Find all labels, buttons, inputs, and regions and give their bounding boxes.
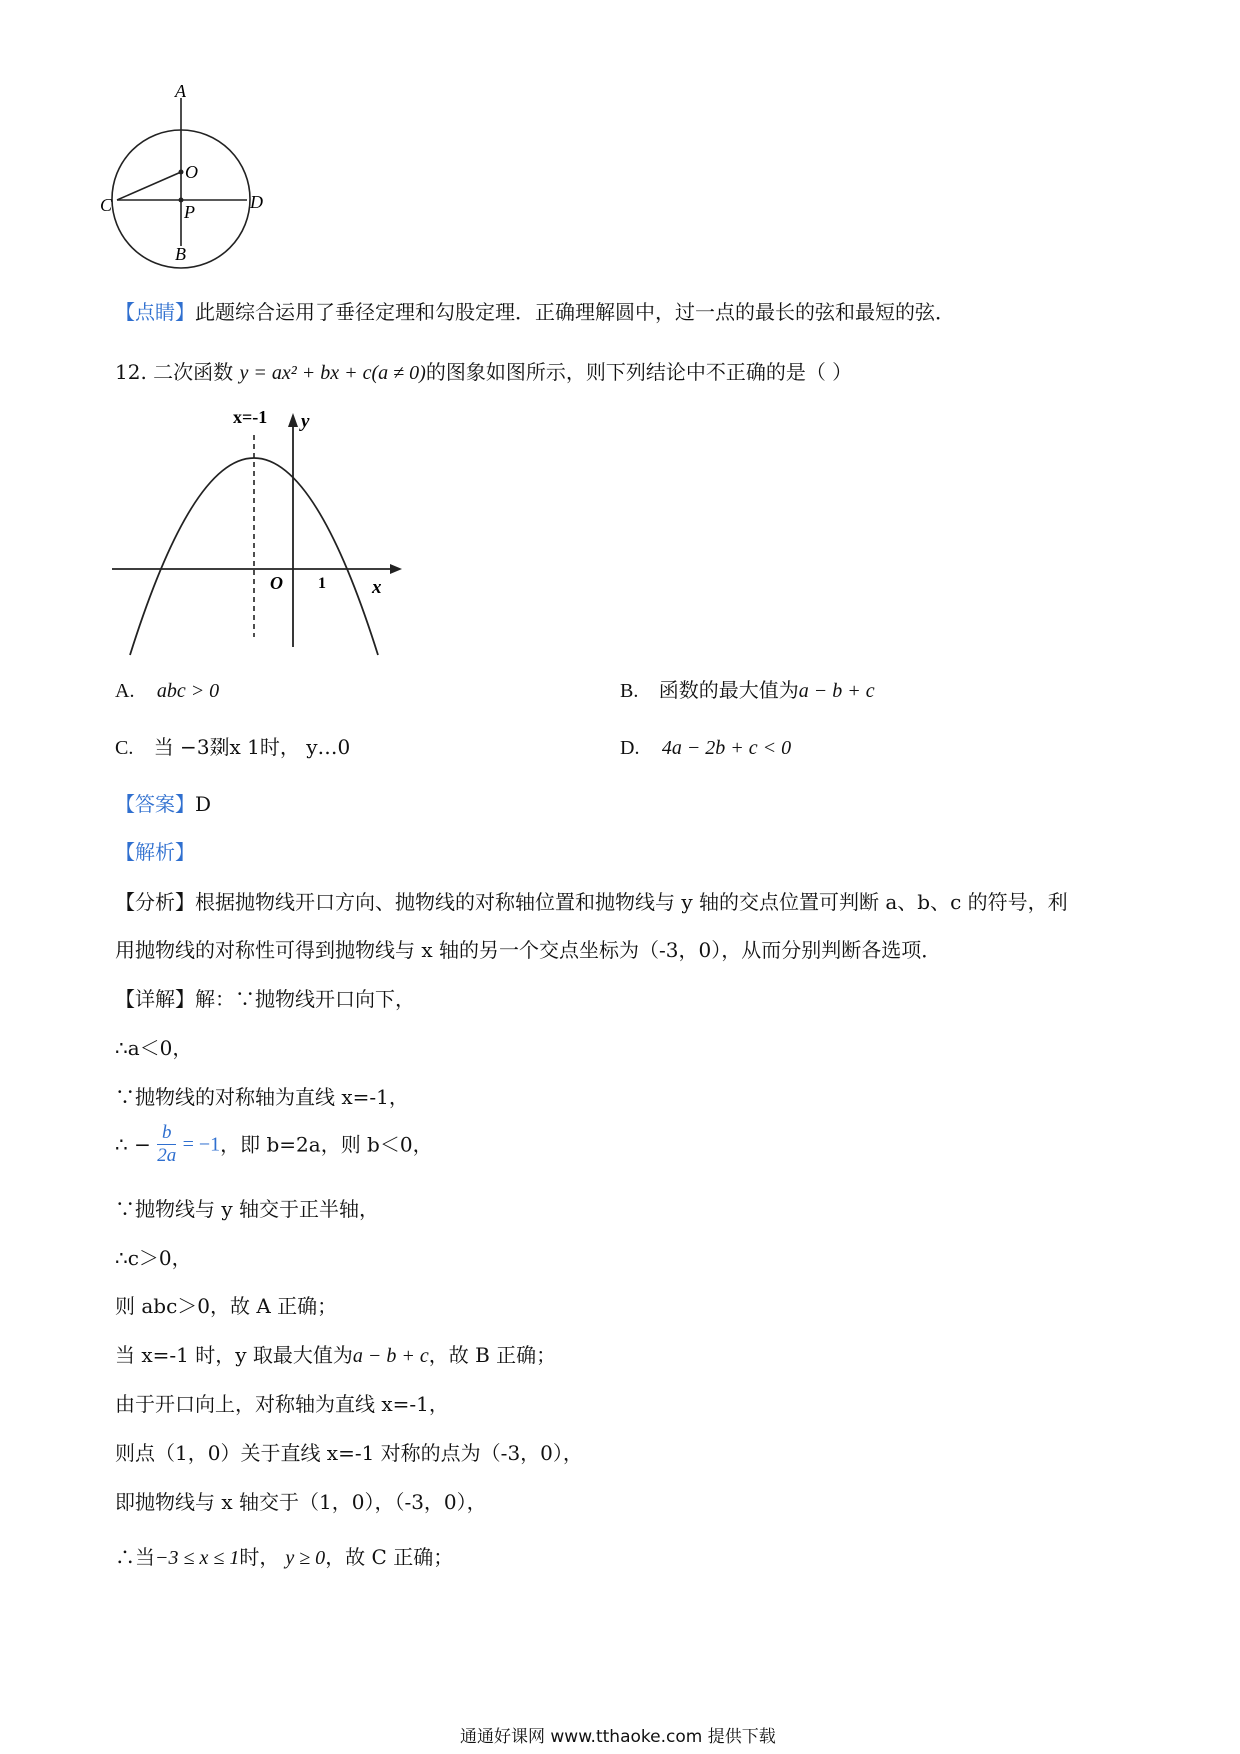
dianjing-line (115, 300, 955, 324)
label-b: B (175, 244, 186, 264)
question-prefix: 二次函数 (153, 360, 234, 384)
label-a: A (175, 81, 186, 101)
option-b-math: a − b + c (798, 680, 875, 702)
detail-line-9 (115, 1392, 449, 1416)
detail-text-3: ∵抛物线的对称轴为直线 x=-1， (115, 1085, 409, 1109)
fenxi-text-2: 用抛物线的对称性可得到抛物线与 x 轴的另一个交点坐标为（-3，0），从而分别判断各选项． (115, 938, 942, 962)
one-label: 1 (318, 575, 326, 592)
label-p: P (184, 202, 195, 222)
x-axis-arrow (390, 564, 402, 574)
detail-12-pre: ∴当 (115, 1545, 155, 1569)
question-number: 12. (115, 360, 147, 384)
detail-line-10 (115, 1441, 583, 1465)
option-d (620, 735, 791, 760)
fenxi-tag: 【分析】 (115, 890, 195, 914)
detail-text-9: 由于开口向上，对称轴为直线 x=-1， (115, 1392, 449, 1416)
detail-12-mid: 时， (239, 1545, 280, 1569)
fraction-b-over-2a (157, 1122, 176, 1167)
fenxi-line-1 (115, 890, 1068, 914)
option-b-prefix: 函数的最大值为 (658, 678, 799, 702)
detail-text-2: ∴a＜0， (115, 1036, 193, 1060)
option-a-text: abc > 0 (156, 680, 220, 702)
point-o-dot (179, 170, 184, 175)
detail-text-1: 解：∵抛物线开口向下， (195, 987, 415, 1011)
dianjing-text: 此题综合运用了垂径定理和勾股定理．正确理解圆中，过一点的最长的弦和最短的弦． (195, 300, 955, 324)
circle-figure (95, 80, 275, 270)
label-d: D (250, 192, 263, 212)
answer-tag: 【答案】 (115, 792, 195, 816)
detail-line-8 (115, 1343, 556, 1368)
label-c: C (100, 195, 113, 215)
fenxi-text-1: 根据抛物线开口方向、抛物线的对称轴位置和抛物线与 y 轴的交点位置可判断 a、b、c 的符号，利 (195, 890, 1068, 914)
fraction-denominator: 2a (157, 1145, 177, 1166)
detail-12-math: −3 ≤ x ≤ 1 (155, 1547, 240, 1569)
parabola-figure (110, 405, 410, 665)
option-a (115, 678, 219, 703)
x-axis-label: x (372, 577, 382, 598)
symmetry-axis-label: x=-1 (233, 407, 268, 427)
detail-text-10: 则点（1，0）关于直线 x=-1 对称的点为（-3，0）， (115, 1441, 583, 1465)
detail-text-6: ∴c＞0， (115, 1246, 192, 1270)
detail-line-6 (115, 1246, 192, 1270)
detail-8-pre: 当 x=-1 时，y 取最大值为 (115, 1343, 353, 1367)
jiexi-tag: 【解析】 (115, 840, 195, 864)
point-p-dot (179, 198, 184, 203)
origin-label: O (270, 573, 283, 593)
detail-line-1 (115, 987, 415, 1011)
option-d-text: 4a − 2b + c < 0 (661, 737, 792, 759)
detail-line-5 (115, 1197, 379, 1221)
detail-line-11 (115, 1490, 487, 1514)
fenxi-line-2 (115, 938, 941, 962)
detail-line-12 (115, 1545, 453, 1570)
y-axis-arrow (288, 413, 298, 427)
option-b (620, 678, 875, 703)
answer-line (115, 792, 211, 816)
detail-text-5: ∵抛物线与 y 轴交于正半轴， (115, 1197, 380, 1221)
question-suffix: 的图象如图所示，则下列结论中不正确的是（ ） (425, 360, 853, 384)
dianjing-tag: 【点睛】 (115, 300, 195, 324)
jiexi-line (115, 840, 195, 864)
option-c-letter: C. (115, 737, 134, 759)
detail-12-math2: y ≥ 0 (285, 1547, 326, 1569)
option-a-letter: A. (115, 680, 135, 702)
detail-4-pre: ∴ − (115, 1132, 151, 1157)
detail-tag: 【详解】 (115, 987, 195, 1011)
option-b-letter: B. (620, 680, 639, 702)
y-axis-label: y (301, 411, 310, 432)
question-line (115, 360, 852, 385)
answer-value: D (195, 792, 212, 816)
detail-12-post: ，故 C 正确； (325, 1545, 454, 1569)
detail-text-7: 则 abc＞0，故 A 正确； (115, 1294, 338, 1318)
detail-8-post: ，故 B 正确； (428, 1343, 557, 1367)
detail-line-7 (115, 1294, 337, 1318)
detail-line-3 (115, 1085, 409, 1109)
option-c (115, 735, 350, 760)
detail-4-eq: = −1 (182, 1133, 221, 1156)
label-o: O (185, 162, 198, 182)
question-formula: y = ax² + bx + c(a ≠ 0) (239, 362, 426, 384)
segment-co (117, 172, 181, 200)
detail-8-math: a − b + c (352, 1345, 429, 1367)
detail-4-post: ，即 b=2a，则 b＜0， (220, 1132, 433, 1157)
page-footer: 通通好课网 www.tthaoke.com 提供下载 (460, 1727, 776, 1747)
fraction-numerator: b (157, 1122, 176, 1145)
option-c-text: 当 −3剟x 1时， y…0 (153, 735, 351, 759)
detail-line-2 (115, 1036, 192, 1060)
detail-line-4 (115, 1122, 433, 1167)
option-d-letter: D. (620, 737, 640, 759)
detail-text-11: 即抛物线与 x 轴交于（1，0），（-3，0）， (115, 1490, 487, 1514)
